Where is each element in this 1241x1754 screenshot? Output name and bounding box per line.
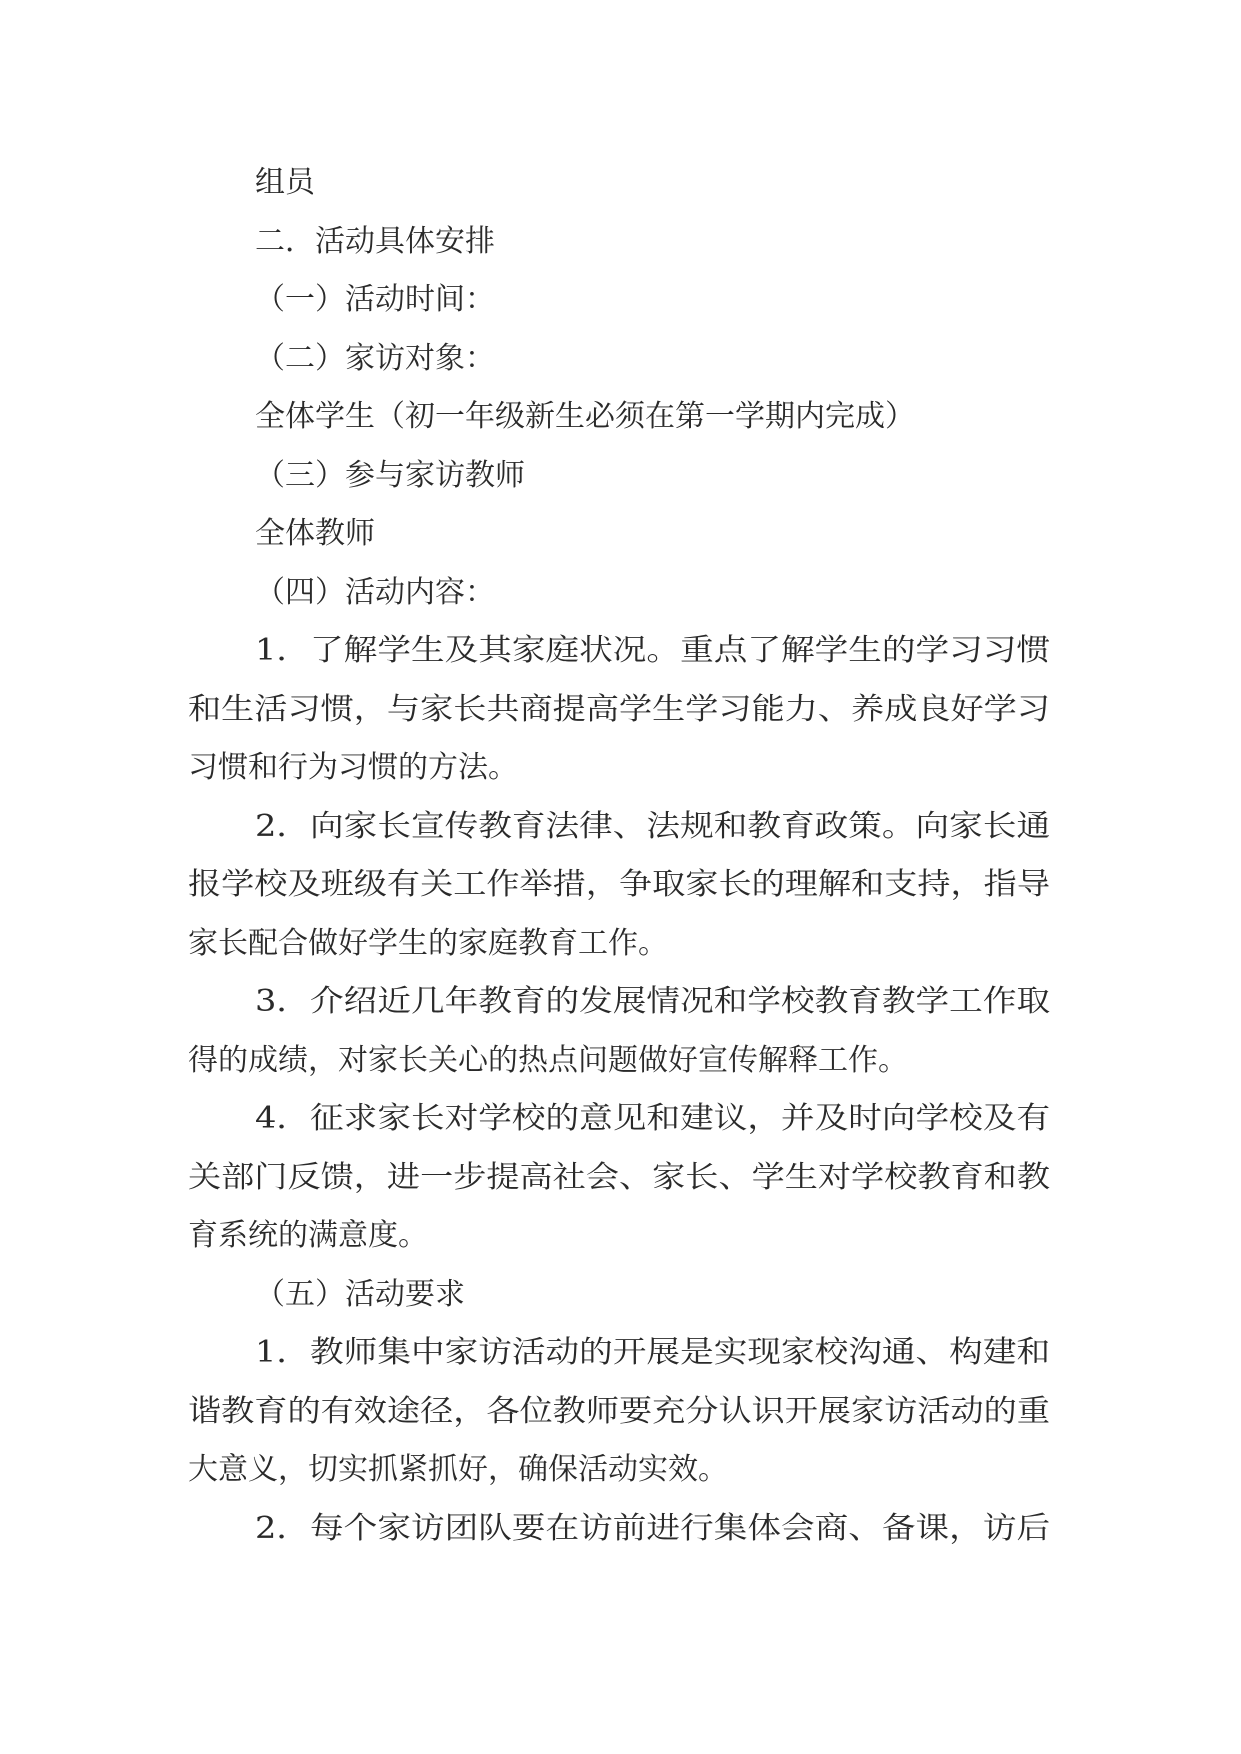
subheading-participating-teachers: （三）参与家访教师 xyxy=(255,457,525,493)
text-line-group-member: 组员 xyxy=(255,165,315,200)
requirement-item-2-line-1: 2．每个家访团队要在访前进行集体会商、备课，访后 xyxy=(255,1510,1051,1546)
subheading-visit-targets: （二）家访对象： xyxy=(255,340,495,376)
text-line-all-students: 全体学生（初一年级新生必须在第一学期内完成） xyxy=(255,399,915,434)
subheading-activity-requirements: （五）活动要求 xyxy=(255,1276,465,1312)
content-item-1-line-1: 1．了解学生及其家庭状况。重点了解学生的学习习惯 xyxy=(255,633,1051,668)
content-item-2-line-2: 报学校及班级有关工作举措，争取家长的理解和支持，指导 xyxy=(188,867,1050,902)
section-heading-activity-arrangement: 二．活动具体安排 xyxy=(255,223,495,259)
content-item-4-line-1: 4．征求家长对学校的意见和建议，并及时向学校及有 xyxy=(255,1101,1051,1136)
content-item-3-line-2: 得的成绩，对家长关心的热点问题做好宣传解释工作。 xyxy=(188,1042,908,1078)
subheading-activity-content: （四）活动内容： xyxy=(255,574,495,610)
content-item-1-line-3: 习惯和行为习惯的方法。 xyxy=(188,750,518,785)
content-item-1-line-2: 和生活习惯，与家长共商提高学生学习能力、养成良好学习 xyxy=(188,691,1050,727)
content-item-4-line-3: 育系统的满意度。 xyxy=(188,1218,428,1253)
content-item-2-line-3: 家长配合做好学生的家庭教育工作。 xyxy=(188,925,668,961)
subheading-activity-time: （一）活动时间： xyxy=(255,282,495,317)
text-line-all-teachers: 全体教师 xyxy=(255,516,375,551)
content-item-4-line-2: 关部门反馈，进一步提高社会、家长、学生对学校教育和教 xyxy=(188,1159,1050,1195)
requirement-item-1-line-1: 1．教师集中家访活动的开展是实现家校沟通、构建和 xyxy=(255,1335,1051,1370)
requirement-item-1-line-3: 大意义，切实抓紧抓好，确保活动实效。 xyxy=(188,1452,728,1487)
content-item-2-line-1: 2．向家长宣传教育法律、法规和教育政策。向家长通 xyxy=(255,808,1051,844)
content-item-3-line-1: 3．介绍近几年教育的发展情况和学校教育教学工作取 xyxy=(255,984,1051,1019)
requirement-item-1-line-2: 谐教育的有效途径，各位教师要充分认识开展家访活动的重 xyxy=(188,1393,1050,1429)
